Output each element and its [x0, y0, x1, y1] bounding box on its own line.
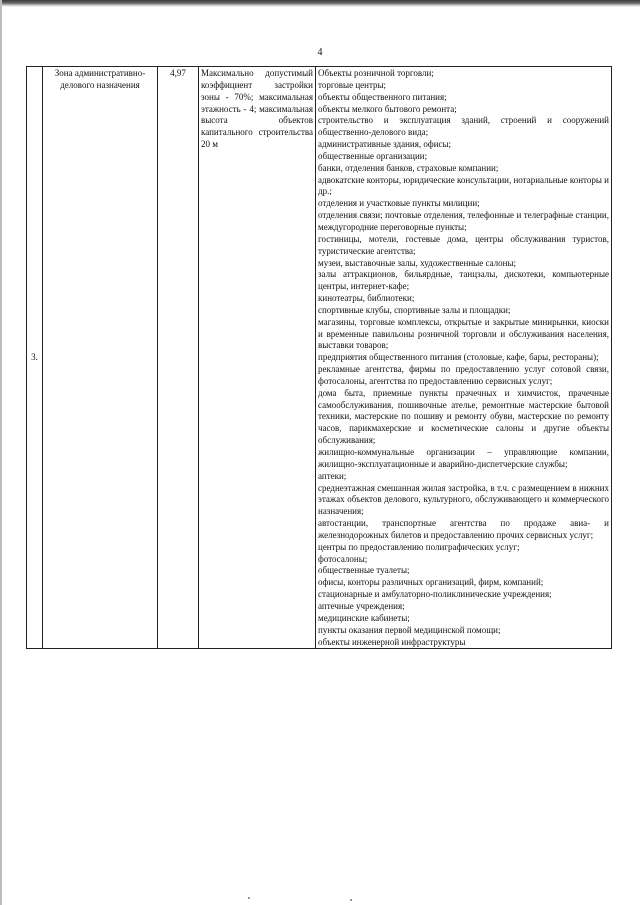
permitted-use-item: объекты инженерной инфраструктуры: [318, 636, 466, 647]
permitted-use-item: спортивные клубы, спортивные залы и площадки;: [318, 304, 511, 315]
permitted-use-item: музеи, выставочные залы, художественные салоны;: [318, 257, 516, 268]
permitted-use-item: объекты общественного питания;: [318, 91, 447, 102]
permitted-use-item: отделения и участковые пункты милиции;: [318, 198, 480, 209]
permitted-use-item: адвокатские конторы, юридические консультации, нотариальные конторы и др.;: [318, 174, 609, 197]
scan-speck: [248, 897, 250, 899]
row-index: 3.: [27, 67, 43, 649]
permitted-use-item: банки, отделения банков, страховые компании;: [318, 162, 499, 173]
permitted-use-item: стационарные и амбулаторно-поликлинические учреждения;: [318, 589, 552, 600]
permitted-use-item: фотосалоны;: [318, 553, 368, 564]
permitted-use-item: аптеки;: [318, 470, 347, 481]
permitted-use-item: общественные туалеты;: [318, 565, 410, 576]
zone-coefficient: 4,97: [158, 67, 199, 649]
permitted-use-item: залы аттракционов, бильярдные, танцзалы, дискотеки, компьютерные центры, интернет-кафе;: [318, 269, 609, 292]
permitted-use-item: пункты оказания первой медицинской помощи;: [318, 624, 501, 635]
permitted-use-item: гостиницы, мотели, гостевые дома, центры обслуживания туристов, туристические агентства;: [318, 233, 609, 256]
permitted-use-item: автостанции, транспортные агентства по продаже авиа- и железнодорожных билетов и предоставлению прочих сервисных услуг;: [318, 518, 609, 540]
scan-edge-top: [0, 0, 640, 7]
scan-speck: [350, 899, 352, 901]
zone-name: Зона административно-делового назначения: [43, 67, 158, 649]
permitted-use-item: предприятия общественного питания (столовые, кафе, бары, рестораны);: [318, 352, 599, 363]
permitted-use-item: офисы, конторы различных организаций, фирм, компаний;: [318, 577, 544, 588]
permitted-use-item: жилищно-коммунальные организации – управляющие компании, жилищно-эксплуатационные и аварийно-диспетчерские службы;: [318, 447, 609, 469]
permitted-use-item: административные здания, офисы;: [318, 139, 452, 150]
zone-parameters: Максимально допустимый коэффициент застройки зоны - 70%; максимальная этажность - 4; максимальная высота объектов капитального строительства 20 м: [199, 67, 316, 649]
permitted-use-item: кинотеатры, библиотеки;: [318, 293, 415, 304]
permitted-use-item: объекты мелкого бытового ремонта;: [318, 103, 457, 114]
permitted-use-item: отделения связи; почтовые отделения, телефонные и телеграфные станции, междугородние переговорные пункты;: [318, 210, 609, 232]
permitted-use-item: дома быта, приемные пункты прачечных и химчисток, прачечные самообслуживания, пошивочные ателье, ремонтные мастерские бытовой техники, мастерские по пошиву и ремонту обуви, мастерские по ремонту часов, парикмахерские и косметические салоны и другие объекты обслуживания;: [318, 387, 609, 446]
permitted-use-item: общественные организации;: [318, 150, 428, 161]
permitted-use-item: Объекты розничной торговли;: [318, 68, 434, 78]
permitted-use-item: строительство и эксплуатация зданий, строений и сооружений общественно-делового вида;: [318, 115, 609, 138]
permitted-use-item: центры по предоставлению полиграфических услуг;: [318, 541, 520, 552]
permitted-uses-list: [316, 67, 612, 649]
page-number: 4: [317, 47, 323, 58]
permitted-use-item: медицинские кабинеты;: [318, 612, 410, 623]
scan-edge-left: [0, 0, 2, 905]
permitted-use-item: магазины, торговые комплексы, открытые и закрытые минирынки, киоски и временные павильоны розничной торговли и обслуживания населения, выставки товаров;: [318, 316, 609, 351]
permitted-use-item: аптечные учреждения;: [318, 600, 405, 611]
permitted-use-item: торговые центры;: [318, 79, 387, 90]
table-row: [27, 67, 612, 649]
permitted-use-item: среднеэтажная смешанная жилая застройка, в т.ч. с размещением в нижних этажах объектов делового, культурного, обслуживающего и коммерческого назначения;: [318, 482, 609, 517]
permitted-use-item: рекламные агентства, фирмы по предоставлению услуг сотовой связи, фотосалоны, агентства по предоставлению сервисных услуг;: [318, 364, 609, 386]
zoning-table: [26, 66, 612, 649]
